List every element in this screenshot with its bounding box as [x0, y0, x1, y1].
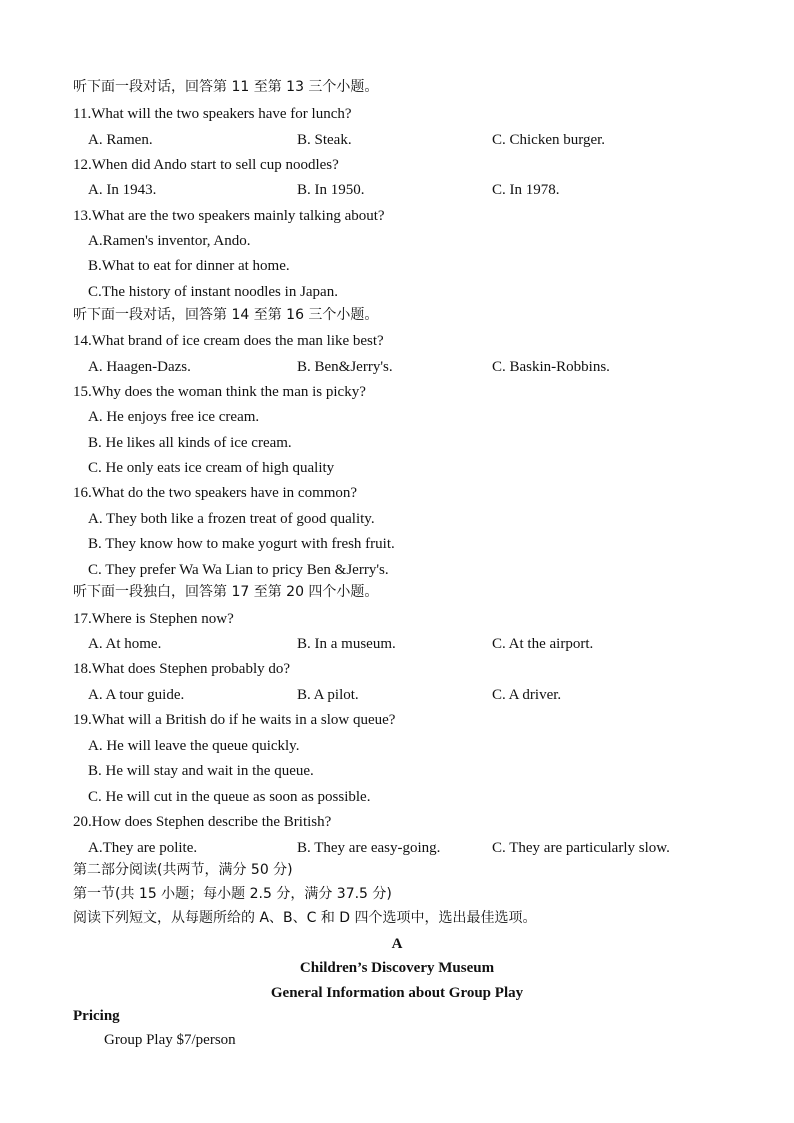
q16-option-a: A. They both like a frozen treat of good quality. [88, 511, 375, 527]
q18-option-b: B. A pilot. [297, 687, 359, 703]
q20-option-a: A.They are polite. [88, 840, 198, 856]
q19-option-a: A. He will leave the queue quickly. [88, 738, 300, 754]
q17-option-c: C. At the airport. [492, 636, 594, 652]
q18-option-a: A. A tour guide. [88, 687, 185, 703]
q16-option-b: B. They know how to make yogurt with fresh fruit. [88, 536, 395, 552]
pricing-heading: Pricing [73, 1008, 120, 1024]
q17-option-a: A. At home. [88, 636, 162, 652]
q19-option-b: B. He will stay and wait in the queue. [88, 763, 314, 779]
passage-subtitle: General Information about Group Play [270, 985, 524, 1001]
q20-option-c: C. They are particularly slow. [492, 840, 670, 856]
instruction-14-16: 听下面一段对话，回答第 14 至第 16 三个小题。 [73, 307, 379, 323]
question-18: 18.What does Stephen probably do? [73, 661, 291, 677]
question-11: 11.What will the two speakers have for lunch? [73, 106, 352, 122]
question-16: 16.What do the two speakers have in common? [73, 485, 358, 501]
reading-instruction: 阅读下列短文，从每题所给的 A、B、C 和 D 四个选项中，选出最佳选项。 [73, 910, 537, 926]
question-20: 20.How does Stephen describe the British? [73, 814, 332, 830]
q11-option-a: A. Ramen. [88, 132, 153, 148]
q14-option-a: A. Haagen-Dazs. [88, 359, 191, 375]
passage-letter: A [391, 936, 403, 952]
passage-title: Children’s Discovery Museum [299, 960, 495, 976]
q17-option-b: B. In a museum. [297, 636, 396, 652]
q15-option-a: A. He enjoys free ice cream. [88, 409, 260, 425]
q20-option-b: B. They are easy-going. [297, 840, 441, 856]
q11-option-b: B. Steak. [297, 132, 352, 148]
q16-option-c: C. They prefer Wa Wa Lian to pricy Ben &Jerry's. [88, 562, 389, 578]
instruction-17-20: 听下面一段独白，回答第 17 至第 20 四个小题。 [73, 584, 379, 600]
part-two-heading: 第二部分阅读(共两节，满分 50 分) [73, 862, 293, 878]
question-12: 12.When did Ando start to sell cup noodles? [73, 157, 339, 173]
question-15: 15.Why does the woman think the man is picky? [73, 384, 366, 400]
pricing-line: Group Play $7/person [104, 1032, 236, 1048]
question-17: 17.Where is Stephen now? [73, 611, 234, 627]
q12-option-c: C. In 1978. [492, 182, 560, 198]
q19-option-c: C. He will cut in the queue as soon as possible. [88, 789, 371, 805]
question-19: 19.What will a British do if he waits in a slow queue? [73, 712, 396, 728]
section-one-heading: 第一节(共 15 小题；每小题 2.5 分，满分 37.5 分) [73, 886, 392, 902]
q11-option-c: C. Chicken burger. [492, 132, 606, 148]
q12-option-a: A. In 1943. [88, 182, 157, 198]
q12-option-b: B. In 1950. [297, 182, 365, 198]
q18-option-c: C. A driver. [492, 687, 562, 703]
q15-option-c: C. He only eats ice cream of high quality [88, 460, 335, 476]
q13-option-a: A.Ramen's inventor, Ando. [88, 233, 251, 249]
instruction-11-13: 听下面一段对话，回答第 11 至第 13 三个小题。 [73, 79, 379, 95]
q14-option-c: C. Baskin-Robbins. [492, 359, 610, 375]
q13-option-b: B.What to eat for dinner at home. [88, 258, 290, 274]
question-13: 13.What are the two speakers mainly talking about? [73, 208, 385, 224]
q14-option-b: B. Ben&Jerry's. [297, 359, 393, 375]
q13-option-c: C.The history of instant noodles in Japan. [88, 284, 338, 300]
q15-option-b: B. He likes all kinds of ice cream. [88, 435, 292, 451]
question-14: 14.What brand of ice cream does the man like best? [73, 333, 384, 349]
